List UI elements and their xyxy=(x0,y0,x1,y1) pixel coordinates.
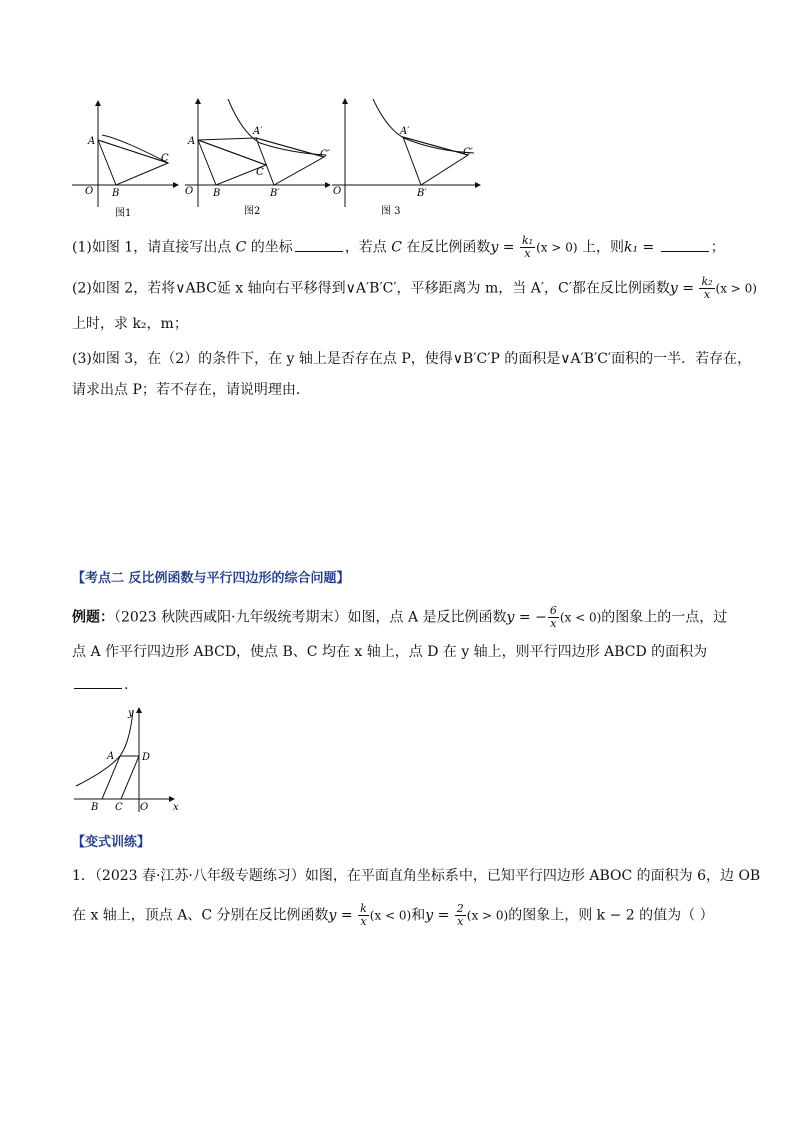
fig1-label-A: A xyxy=(88,136,96,147)
fraction-k1-over-x: $\frac{\text{k₁}}{x}$ xyxy=(522,234,534,260)
example-parallelogram xyxy=(102,756,139,799)
example-label-y: y xyxy=(128,708,134,719)
fig2-label-O: O xyxy=(185,186,194,197)
question-3-line1: (3)如图 3，在（2）的条件下，在 y 轴上是否存在点 P，使得∨B′C′P 的面积是∨A′B′C′面积的一半．若存在， xyxy=(72,351,752,367)
variant-q1-line1: 1．（2023 春·江苏·八年级专题练习）如图，在平面直角坐标系中，已知平行四边形 ABOC 的面积为 6，边 OB xyxy=(72,868,761,884)
example-line2: 点 A 作平行四边形 ABCD，使点 B、C 均在 x 轴上，点 D 在 y 轴上，则平行四边形 ABCD 的面积为 xyxy=(72,644,708,660)
fig2-label-A-prime: A′ xyxy=(253,126,263,137)
fig2-label-A: A xyxy=(188,136,196,147)
example-line1: 例题：（2023 秋陕西咸阳·九年级统考期末）如图，点 A 是反比例函数y = − $\frac{6}{x}$ (x < 0)的图象上的一点，过 xyxy=(72,604,728,630)
answer-blank-k1[interactable] xyxy=(661,239,709,252)
answer-blank-area[interactable] xyxy=(74,676,122,689)
example-label-O: O xyxy=(140,802,149,813)
fraction-6-over-x: $\frac{6}{x}$ xyxy=(549,604,557,630)
example-figure xyxy=(70,702,190,814)
example-label-x: x xyxy=(173,802,179,813)
example-hyperbola xyxy=(76,710,133,786)
figure-2 xyxy=(185,99,331,217)
answer-blank-c-coord[interactable] xyxy=(295,239,343,252)
figure-1 xyxy=(72,101,178,219)
question-1: (1)如图 1，请直接写出点 C 的坐标 ，若点 C 在反比例函数y = $\frac{\text{k₁}}{x}$ (x > 0) 上，则k₁ = ； xyxy=(72,234,725,260)
variant-title: 【变式训练】 xyxy=(72,835,151,850)
fig3-hyperbola xyxy=(373,99,474,153)
example-line3: . xyxy=(72,675,128,695)
question-2-line2: 上时，求 k₂，m； xyxy=(72,316,188,332)
fig2-caption: 图2 xyxy=(244,206,261,217)
fig1-triangle xyxy=(98,140,168,185)
fig3-caption: 图 3 xyxy=(381,206,401,217)
fig1-label-B: B xyxy=(112,188,120,199)
fig2-triangle-abc xyxy=(198,140,266,185)
fig2-label-C-prime: C′ xyxy=(320,149,330,160)
fig3-label-O: O xyxy=(333,186,342,197)
fig3-label-B-prime: B′ xyxy=(417,188,427,199)
fig3-label-A-prime: A′ xyxy=(400,126,410,137)
question-2-line1: (2)如图 2，若将∨ABC延 x 轴向右平移得到∨A′B′C′，平移距离为 m，当 A′，C′都在反比例函数y = $\frac{\text{k₂}}{x}$ (x > 0) xyxy=(72,275,757,301)
variant-q1-line2: 在 x 轴上，顶点 A、C 分别在反比例函数y = $\frac{k}{x}$ (x < 0)和y = $\frac{2}{x}$ (x > 0)的图象上，则 k − 2 的值为（ ） xyxy=(72,902,714,928)
fig1-label-O: O xyxy=(85,186,94,197)
question-3-line2: 请求出点 P；若不存在，请说明理由． xyxy=(72,382,310,398)
fig2-label-B-prime: B′ xyxy=(270,188,280,199)
figure-3 xyxy=(332,99,480,217)
example-label-A: A xyxy=(107,751,115,762)
fig2-hyperbola xyxy=(228,99,326,155)
fraction-k2-over-x: $\frac{\text{k₂}}{x}$ xyxy=(701,275,713,301)
fig1-hyperbola xyxy=(102,135,168,163)
fig2-label-B: B xyxy=(213,188,221,199)
section-2-title: 【考点二 反比例函数与平行四边形的综合问题】 xyxy=(72,571,350,586)
fig3-label-C-prime: C′ xyxy=(463,147,473,158)
example-label-B: B xyxy=(91,802,99,813)
figures-row xyxy=(60,95,500,225)
fig2-label-C: C xyxy=(256,167,264,178)
fig1-caption: 图1 xyxy=(115,208,132,219)
example-label-D: D xyxy=(142,752,151,763)
fraction-k-over-x: $\frac{k}{x}$ xyxy=(360,902,367,928)
example-label-C: C xyxy=(115,802,123,813)
fig3-triangle xyxy=(403,137,468,185)
fig1-label-C: C xyxy=(161,153,169,164)
fraction-2-over-x: $\frac{2}{x}$ xyxy=(456,902,464,928)
